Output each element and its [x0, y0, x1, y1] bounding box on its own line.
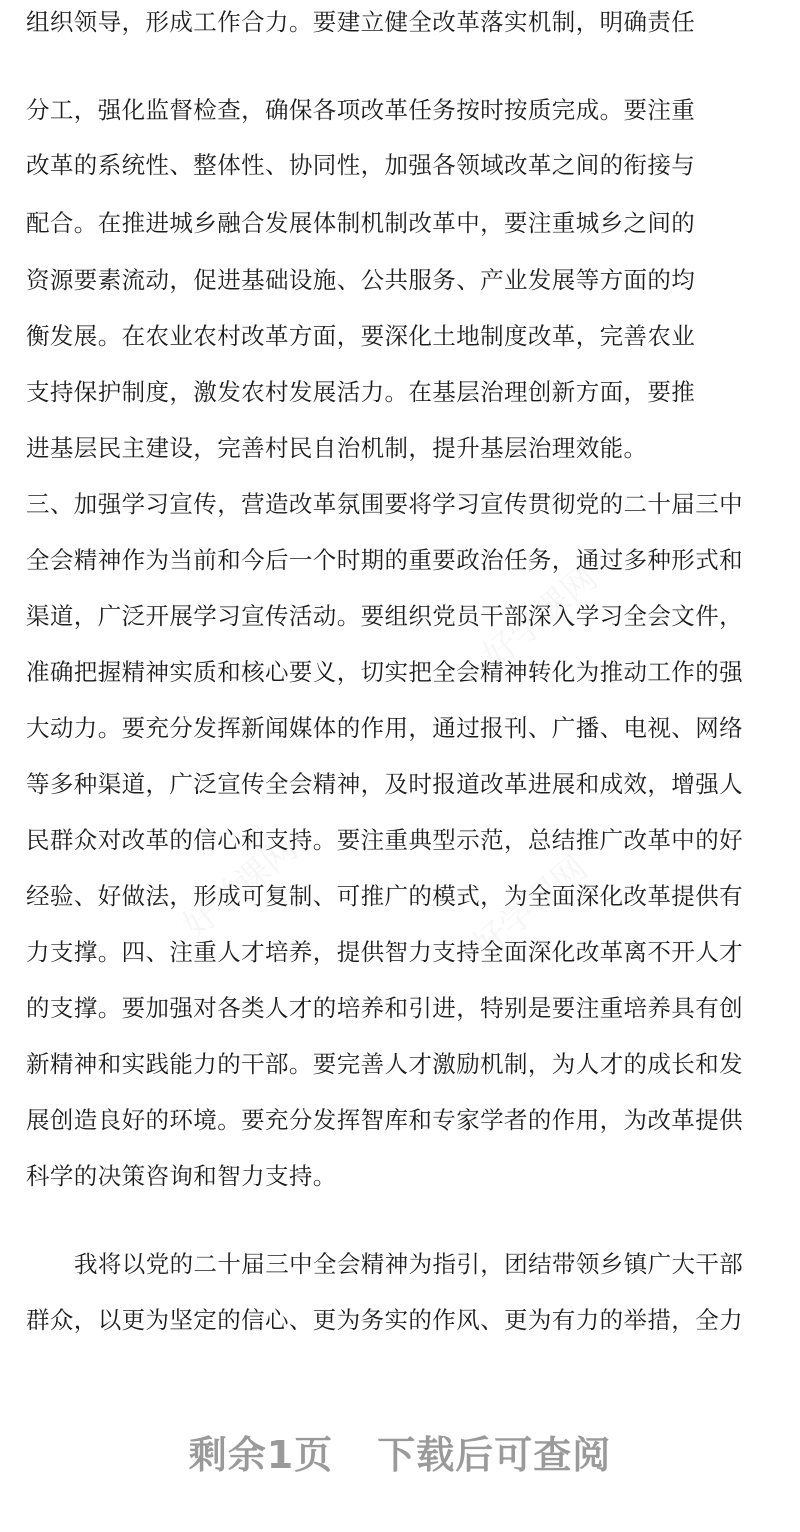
download-prompt[interactable] [0, 1430, 800, 1480]
text-line: 全会精神作为当前和今后一个时期的重要政治任务，通过多种形式和 [26, 546, 743, 574]
text-line: 组织领导，形成工作合力。要建立健全改革落实机制，明确责任 [26, 8, 696, 36]
text-line: 的支撑。要加强对各类人才的培养和引进，特别是要注重培养具有创 [26, 994, 743, 1022]
watermark-text: 好学课网 [175, 828, 306, 947]
text-line: 资源要素流动，促进基础设施、公共服务、产业发展等方面的均 [26, 266, 696, 294]
text-line: 支持保护制度，激发农村发展活力。在基层治理创新方面，要推 [26, 378, 696, 406]
download-to-view-label: 下载后可查阅 [377, 1433, 612, 1477]
text-line: 群众，以更为坚定的信心、更为务实的作风、更为有力的举措，全力 [26, 1306, 743, 1334]
text-line: 经验、好做法，形成可复制、可推广的模式，为全面深化改革提供有 [26, 882, 743, 910]
remaining-pages-label: 剩余1页 [188, 1433, 334, 1477]
text-line: 民群众对改革的信心和支持。要注重典型示范，总结推广改革中的好 [26, 826, 743, 854]
watermark-text: 好学课网 [465, 848, 596, 967]
text-line: 新精神和实践能力的干部。要完善人才激励机制，为人才的成长和发 [26, 1050, 743, 1078]
watermark-text: 好学课网 [475, 558, 606, 677]
paragraph-first-line: 我将以党的二十届三中全会精神为指引，团结带领乡镇广大干部 [74, 1250, 744, 1278]
text-line: 分工，强化监督检查，确保各项改革任务按时按质完成。要注重 [26, 96, 696, 124]
text-line: 科学的决策咨询和智力支持。 [26, 1162, 337, 1190]
section-heading-line: 三、加强学习宣传，营造改革氛围要将学习宣传贯彻党的二十届三中 [26, 490, 743, 518]
text-line: 展创造良好的环境。要充分发挥智库和专家学者的作用，为改革提供 [26, 1106, 743, 1134]
text-line: 大动力。要充分发挥新闻媒体的作用，通过报刊、广播、电视、网络 [26, 714, 743, 742]
text-line: 衡发展。在农业农村改革方面，要深化土地制度改革，完善农业 [26, 322, 696, 350]
text-line: 准确把握精神实质和核心要义，切实把全会精神转化为推动工作的强 [26, 658, 743, 686]
text-line: 改革的系统性、整体性、协同性，加强各领域改革之间的衔接与 [26, 151, 696, 179]
text-line: 等多种渠道，广泛宣传全会精神，及时报道改革进展和成效，增强人 [26, 770, 743, 798]
text-line: 进基层民主建设，完善村民自治机制，提升基层治理效能。 [26, 434, 648, 462]
text-line: 渠道，广泛开展学习宣传活动。要组织党员干部深入学习全会文件， [26, 602, 743, 630]
section-heading-line: 力支撑。四、注重人才培养，提供智力支持全面深化改革离不开人才 [26, 938, 743, 966]
text-line: 配合。在推进城乡融合发展体制机制改革中，要注重城乡之间的 [26, 209, 696, 237]
